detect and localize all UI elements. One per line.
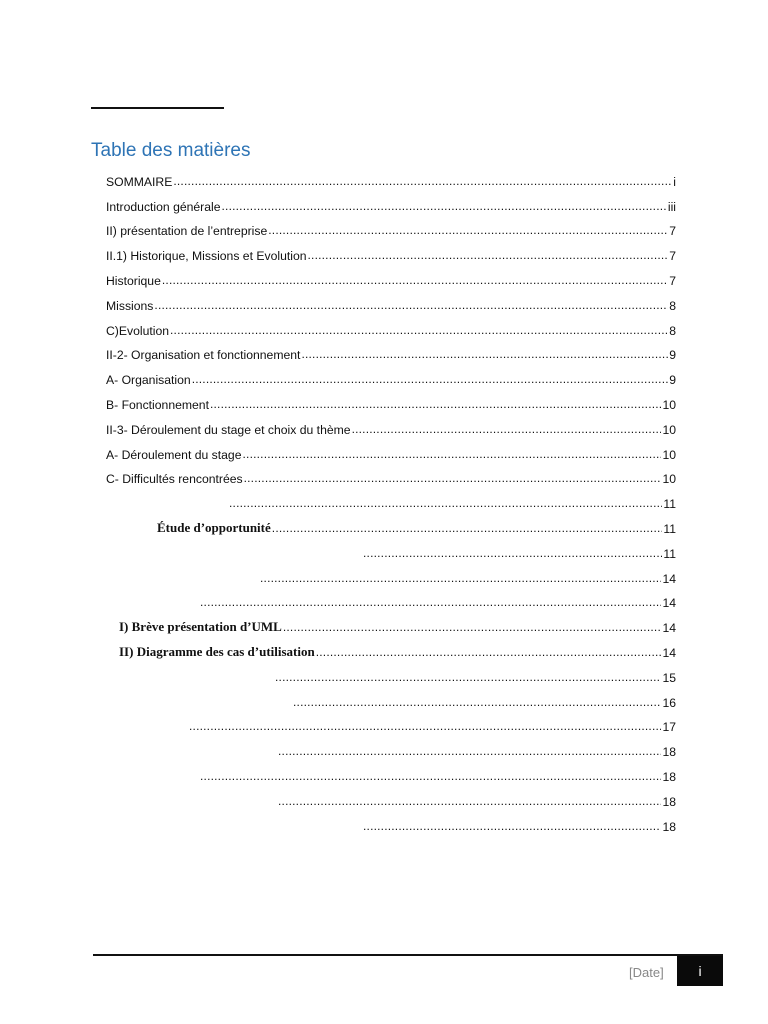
toc-entry[interactable] [0, 238, 768, 263]
toc-entry-page: 17 [662, 720, 676, 735]
toc-entry-label: Missions [106, 298, 154, 313]
toc-entry-page: 10 [662, 422, 676, 437]
toc-entry-label: SOMMAIRE [106, 174, 173, 189]
toc-dot-leader [275, 671, 661, 683]
toc-entry-label: Historique [106, 273, 161, 288]
toc-entry[interactable] [0, 189, 768, 214]
toc-entry[interactable] [0, 635, 768, 660]
toc-entry-label: II-3- Déroulement du stage et choix du thème [106, 422, 351, 437]
toc-dot-leader [162, 274, 668, 286]
toc-dot-leader [352, 423, 662, 435]
toc-entry-label: II.1) Historique, Missions et Evolution [106, 249, 307, 264]
toc-entry-page: 18 [662, 745, 676, 760]
toc-dot-leader [283, 621, 662, 633]
toc-entry-page: 9 [669, 348, 676, 363]
toc-dot-leader [293, 696, 661, 708]
toc-dot-leader [154, 299, 668, 311]
toc-dot-leader [189, 720, 661, 732]
toc-dot-leader [316, 646, 662, 658]
toc-dot-leader [170, 324, 668, 336]
toc-dot-leader [222, 200, 667, 212]
toc-entry[interactable] [0, 288, 768, 313]
toc-dot-leader [200, 770, 661, 782]
toc-entry-label: A- Organisation [106, 373, 191, 388]
toc-entry-page: 10 [662, 397, 676, 412]
toc-entry[interactable] [0, 759, 768, 784]
toc-entry-label: I) Brève présentation d’UML [119, 619, 282, 635]
toc-entry-page: 18 [662, 769, 676, 784]
toc-entry[interactable] [0, 610, 768, 635]
toc-entry[interactable] [0, 263, 768, 288]
toc-entry-page: 15 [662, 670, 676, 685]
toc-entry[interactable] [0, 734, 768, 759]
toc-entry[interactable] [0, 660, 768, 685]
toc-entry[interactable] [0, 536, 768, 561]
toc-dot-leader [210, 398, 661, 410]
toc-entry[interactable] [0, 462, 768, 487]
toc-dot-leader [192, 373, 669, 385]
toc-dot-leader [363, 820, 661, 832]
footer-page-number: i [677, 956, 723, 986]
toc-entry[interactable] [0, 511, 768, 536]
toc-entry-page: 7 [669, 273, 676, 288]
toc-entry[interactable] [0, 561, 768, 586]
toc-entry-page: 10 [662, 472, 676, 487]
toc-dot-leader [260, 572, 661, 584]
header-rule [91, 107, 224, 109]
toc-entry-page: 9 [669, 373, 676, 388]
toc-entry-page: 11 [663, 546, 676, 561]
toc-dot-leader [243, 448, 662, 460]
toc-entry[interactable] [0, 412, 768, 437]
toc-entry-label: C)Evolution [106, 323, 169, 338]
toc-dot-leader [278, 745, 661, 757]
toc-dot-leader [278, 795, 661, 807]
toc-dot-leader [244, 472, 662, 484]
toc-dot-leader [363, 547, 662, 559]
toc-entry[interactable] [0, 710, 768, 735]
toc-entry-page: 7 [669, 224, 676, 239]
toc-entry[interactable] [0, 437, 768, 462]
toc-entry-page: 14 [662, 571, 676, 586]
toc-dot-leader [308, 249, 669, 261]
toc-entry-page: 14 [662, 596, 676, 611]
toc-dot-leader [301, 348, 668, 360]
toc-title: Table des matières [91, 140, 251, 161]
toc-entry-page: 10 [662, 447, 676, 462]
toc-entry-page: 8 [669, 298, 676, 313]
toc-entry-page: iii [667, 199, 676, 214]
toc-entry-label: II-2- Organisation et fonctionnement [106, 348, 301, 363]
toc-entry-page: 7 [669, 249, 676, 264]
toc-dot-leader [268, 224, 668, 236]
toc-dot-leader [200, 596, 661, 608]
toc-entry[interactable] [0, 809, 768, 834]
toc-entry-label: Étude d’opportunité [157, 519, 271, 535]
toc-entry-label: A- Déroulement du stage [106, 447, 242, 462]
toc-entry-page: i [673, 174, 676, 189]
toc-entry-label: C- Difficultés rencontrées [106, 472, 243, 487]
toc-entry-page: 14 [662, 645, 676, 660]
toc-entry-page: 11 [663, 521, 676, 536]
toc-dot-leader [173, 175, 672, 187]
table-of-contents [0, 164, 768, 834]
toc-entry-page: 14 [662, 621, 676, 636]
toc-entry[interactable] [0, 214, 768, 239]
toc-entry-label: Introduction générale [106, 199, 221, 214]
toc-entry-page: 18 [662, 794, 676, 809]
toc-entry-page: 16 [662, 695, 676, 710]
toc-entry[interactable] [0, 313, 768, 338]
toc-dot-leader [229, 497, 662, 509]
toc-entry-page: 8 [669, 323, 676, 338]
toc-entry[interactable] [0, 338, 768, 363]
footer-rule [93, 954, 723, 956]
toc-entry[interactable] [0, 586, 768, 611]
toc-entry-label: II) Diagramme des cas d’utilisation [119, 643, 315, 659]
toc-entry-label: B- Fonctionnement [106, 397, 209, 412]
toc-entry[interactable] [0, 164, 768, 189]
toc-entry[interactable] [0, 362, 768, 387]
toc-entry-page: 11 [663, 497, 676, 512]
toc-entry-page: 18 [662, 819, 676, 834]
toc-entry-label: II) présentation de l’entreprise [106, 224, 268, 239]
toc-entry[interactable] [0, 784, 768, 809]
toc-entry[interactable] [0, 685, 768, 710]
toc-dot-leader [272, 522, 663, 534]
toc-entry[interactable] [0, 486, 768, 511]
footer-date-placeholder[interactable]: [Date] [629, 965, 664, 980]
toc-entry[interactable] [0, 387, 768, 412]
